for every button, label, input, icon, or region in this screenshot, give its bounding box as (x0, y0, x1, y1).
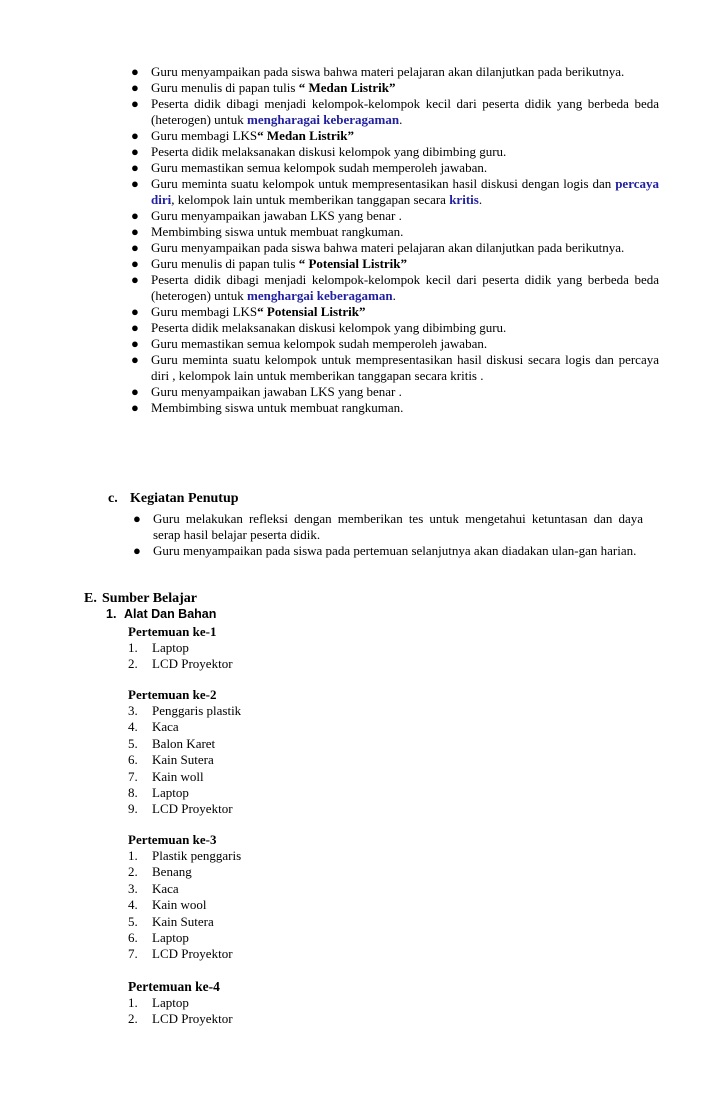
bullet-icon: ● (131, 64, 139, 79)
list-item (133, 543, 643, 559)
item-text: Guru meminta suatu kelompok untuk mempresentasikan hasil diskusi secara logis dan percaya diri , kelompok lain untuk memberikan tanggapan secara kritis . (151, 352, 659, 383)
bullet-icon: ● (133, 511, 141, 526)
item-text: Membimbing siswa untuk membuat rangkuman. (151, 400, 404, 415)
meeting-item-list (128, 995, 428, 1028)
item-number: 3. (128, 880, 138, 896)
item-number: 1. (128, 848, 138, 863)
item-number: 9. (128, 801, 138, 817)
list-item (128, 640, 428, 656)
list-item (131, 96, 659, 128)
list-item (131, 64, 659, 80)
highlighted-text: kritis (449, 192, 479, 207)
item-text: Guru menyampaikan pada siswa pada pertemuan selanjutnya akan diadakan ulan-gan harian. (153, 543, 637, 558)
list-item (128, 801, 428, 817)
item-text: Peserta didik melaksanakan diskusi kelompok yang dibimbing guru. (151, 144, 507, 159)
item-number: 3. (128, 703, 138, 718)
item-text: Guru melakukan refleksi dengan memberikan tes untuk mengetahui ketuntasan dan daya serap hasil belajar peserta didik. (153, 511, 643, 542)
list-item (128, 752, 428, 768)
meeting-item-list (128, 640, 428, 673)
item-text: Guru menyampaikan jawaban LKS yang benar . (151, 208, 402, 223)
bullet-icon: ● (133, 543, 141, 558)
item-number: 6. (128, 930, 138, 946)
item-text: . (478, 192, 483, 207)
item-text: Guru menulis di papan tulis (151, 80, 299, 95)
item-text: LCD Proyektor (152, 1011, 233, 1027)
item-text: Plastik penggaris (152, 848, 242, 863)
item-text: Guru menyampaikan jawaban LKS yang benar . (151, 384, 402, 399)
item-text: Guru membagi LKS (151, 128, 258, 143)
item-text: Laptop (152, 640, 189, 655)
item-text: Guru menulis di papan tulis (151, 256, 299, 271)
bold-text: “ Potensial Listrik” (298, 256, 408, 271)
item-text: . (399, 112, 403, 127)
meeting-2-block (128, 687, 428, 818)
meeting-title: Pertemuan ke-1 (128, 624, 217, 639)
item-number: 2. (128, 656, 138, 672)
list-item (128, 930, 428, 946)
section-label: E. (84, 591, 97, 606)
bullet-icon: ● (131, 160, 139, 175)
item-text: Guru meminta suatu kelompok untuk mempresentasikan hasil diskusi dengan logis dan (151, 176, 616, 191)
list-item (128, 848, 428, 864)
list-item (131, 336, 659, 352)
tools-subheading (106, 607, 216, 622)
item-text: LCD Proyektor (152, 801, 233, 817)
list-item (131, 240, 659, 256)
closing-bullet-list (133, 511, 643, 559)
item-text: Penggaris plastik (152, 703, 242, 718)
list-item (131, 352, 659, 384)
item-number: 4. (128, 719, 138, 735)
item-text: Guru menyampaikan pada siswa bahwa materi pelajaran akan dilanjutkan pada berikutnya. (151, 240, 625, 255)
item-number: 5. (128, 913, 138, 929)
meeting-title: Pertemuan ke-4 (128, 979, 220, 994)
item-text: Guru membagi LKS (151, 304, 258, 319)
list-item (128, 785, 428, 801)
closing-section-heading (108, 491, 239, 507)
list-item (128, 1011, 428, 1027)
list-item (128, 881, 428, 897)
item-number: 1. (128, 640, 138, 655)
item-text: . (392, 288, 396, 303)
item-text: LCD Proyektor (152, 946, 233, 962)
bullet-icon: ● (131, 400, 139, 415)
highlighted-text: percaya diri (151, 176, 659, 207)
list-item (128, 736, 428, 752)
item-text: Kaca (152, 719, 179, 735)
list-item (128, 656, 428, 672)
sources-section-heading (84, 591, 197, 607)
item-text: Laptop (152, 930, 189, 946)
item-text: Kain wool (152, 897, 207, 913)
bullet-icon: ● (131, 240, 139, 255)
item-number: 2. (128, 1011, 138, 1027)
section-title: Kegiatan Penutup (130, 491, 239, 506)
subsection-label: 1. (106, 607, 117, 621)
activity-bullet-list (131, 64, 659, 416)
section-label: c. (108, 491, 118, 506)
bold-text: “ Medan Listrik” (298, 80, 396, 95)
section-title: Sumber Belajar (102, 591, 198, 606)
list-item (128, 864, 428, 880)
item-text: , kelompok lain untuk memberikan tanggapan secara (171, 192, 450, 207)
item-text: Guru memastikan semua kelompok sudah memperoleh jawaban. (151, 336, 488, 351)
list-item (128, 914, 428, 930)
subsection-title: Alat Dan Bahan (124, 607, 217, 621)
meeting-item-list (128, 848, 428, 963)
meeting-4-block (128, 979, 428, 1028)
highlighted-text: menghargai keberagaman (247, 288, 393, 303)
item-text: Guru memastikan semua kelompok sudah memperoleh jawaban. (151, 160, 488, 175)
list-item (128, 897, 428, 913)
list-item (131, 144, 659, 160)
list-item (131, 400, 659, 416)
bullet-icon: ● (131, 128, 139, 143)
item-text: Kain Sutera (152, 752, 214, 768)
item-number: 6. (128, 752, 138, 768)
bullet-icon: ● (131, 256, 139, 271)
list-item (131, 176, 659, 208)
bullet-icon: ● (131, 80, 139, 95)
bullet-icon: ● (131, 208, 139, 223)
item-number: 8. (128, 785, 138, 801)
list-item (133, 511, 643, 543)
item-text: Peserta didik dibagi menjadi kelompok-kelompok kecil dari peserta didik yang berbeda beda (heterogen) untuk (151, 96, 659, 127)
list-item (128, 769, 428, 785)
item-text: Benang (152, 864, 192, 880)
bullet-icon: ● (131, 272, 139, 287)
bullet-icon: ● (131, 144, 139, 159)
meeting-title: Pertemuan ke-2 (128, 687, 217, 702)
item-text: Kain woll (152, 768, 204, 784)
item-text: Laptop (152, 995, 189, 1010)
list-item (131, 208, 659, 224)
list-item (131, 304, 659, 320)
bullet-icon: ● (131, 96, 139, 111)
list-item (131, 80, 659, 96)
bullet-icon: ● (131, 176, 139, 191)
item-text: Guru menyampaikan pada siswa bahwa materi pelajaran akan dilanjutkan pada berikutnya. (151, 64, 625, 79)
item-number: 2. (128, 864, 138, 880)
list-item (128, 995, 428, 1011)
list-item (131, 320, 659, 336)
bold-text: “ Potensial Listrik” (257, 304, 366, 319)
bullet-icon: ● (131, 304, 139, 319)
item-number: 7. (128, 768, 138, 784)
list-item (131, 128, 659, 144)
item-number: 7. (128, 946, 138, 962)
item-number: 4. (128, 897, 138, 913)
bold-text: “ Medan Listrik” (257, 128, 354, 143)
bullet-icon: ● (131, 336, 139, 351)
bullet-icon: ● (131, 320, 139, 335)
meeting-1-block (128, 624, 428, 673)
item-text: Peserta didik melaksanakan diskusi kelompok yang dibimbing guru. (151, 320, 507, 335)
highlighted-text: mengharagai keberagaman (247, 112, 400, 127)
list-item (128, 719, 428, 735)
item-text: Laptop (152, 785, 189, 801)
list-item (131, 256, 659, 272)
list-item (128, 946, 428, 962)
meeting-item-list (128, 703, 428, 818)
item-number: 1. (128, 995, 138, 1010)
list-item (131, 160, 659, 176)
list-item (131, 224, 659, 240)
item-number: 5. (128, 735, 138, 751)
item-text: Balon Karet (152, 735, 216, 751)
item-text: Kaca (152, 880, 179, 896)
item-text: Kain Sutera (152, 913, 214, 929)
item-text: Peserta didik dibagi menjadi kelompok-kelompok kecil dari peserta didik yang berbeda beda (heterogen) untuk (151, 272, 659, 303)
bullet-icon: ● (131, 384, 139, 399)
bullet-icon: ● (131, 352, 139, 367)
list-item (131, 384, 659, 400)
bullet-icon: ● (131, 224, 139, 239)
meeting-title: Pertemuan ke-3 (128, 832, 217, 847)
item-text: LCD Proyektor (152, 656, 233, 672)
list-item (128, 703, 428, 719)
item-text: Membimbing siswa untuk membuat rangkuman. (151, 224, 404, 239)
list-item (131, 272, 659, 304)
meeting-3-block (128, 832, 428, 963)
